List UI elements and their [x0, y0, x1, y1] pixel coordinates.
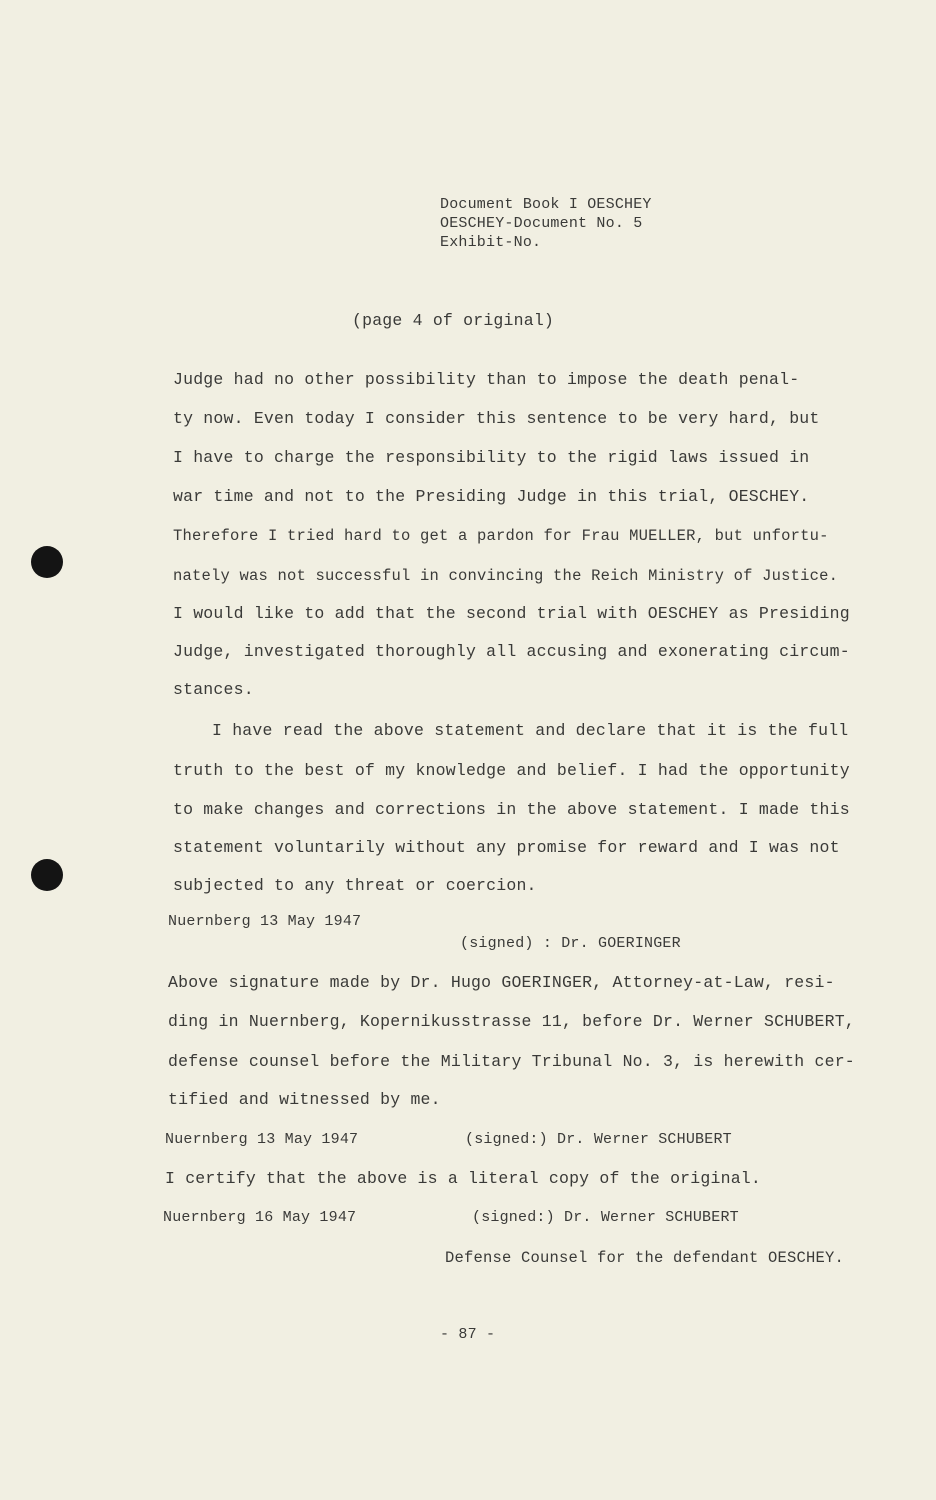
certification-line: defense counsel before the Military Tribunal No. 3, is herewith cer- — [168, 1052, 855, 1071]
signature3-signed: (signed:) Dr. Werner SCHUBERT — [472, 1209, 739, 1226]
page-note: (page 4 of original) — [352, 311, 555, 330]
body-line: I have read the above statement and declare that it is the full — [212, 721, 849, 740]
body-line: Judge had no other possibility than to impose the death penal- — [173, 370, 800, 389]
body-line: I have to charge the responsibility to the rigid laws issued in — [173, 448, 810, 467]
header-document-no: OESCHEY-Document No. 5 — [440, 215, 643, 232]
signature2-place-date: Nuernberg 13 May 1947 — [165, 1131, 359, 1148]
punch-hole — [31, 859, 63, 891]
body-line: stances. — [173, 680, 254, 699]
body-line: ty now. Even today I consider this sentence to be very hard, but — [173, 409, 820, 428]
page-number: - 87 - — [440, 1326, 496, 1343]
copy-statement: I certify that the above is a literal copy of the original. — [165, 1169, 761, 1188]
body-line: to make changes and corrections in the above statement. I made this — [173, 800, 850, 819]
body-line: war time and not to the Presiding Judge in this trial, OESCHEY. — [173, 487, 810, 506]
certification-line: tified and witnessed by me. — [168, 1090, 441, 1109]
certification-line: Above signature made by Dr. Hugo GOERINGER, Attorney-at-Law, resi- — [168, 973, 835, 992]
body-line: Judge, investigated thoroughly all accusing and exonerating circum- — [173, 642, 850, 661]
body-line: Therefore I tried hard to get a pardon for Frau MUELLER, but unfortu- — [173, 527, 829, 545]
header-exhibit-no: Exhibit-No. — [440, 234, 542, 251]
certification-line: ding in Nuernberg, Kopernikusstrasse 11, before Dr. Werner SCHUBERT, — [168, 1012, 855, 1031]
punch-hole — [31, 546, 63, 578]
header-document-book: Document Book I OESCHEY — [440, 196, 652, 213]
body-line: I would like to add that the second trial with OESCHEY as Presiding — [173, 604, 850, 623]
signature3-place-date: Nuernberg 16 May 1947 — [163, 1209, 357, 1226]
body-line: subjected to any threat or coercion. — [173, 876, 537, 895]
signature2-signed: (signed:) Dr. Werner SCHUBERT — [465, 1131, 732, 1148]
body-line: nately was not successful in convincing the Reich Ministry of Justice. — [173, 567, 839, 585]
signature1-signed: (signed) : Dr. GOERINGER — [460, 935, 681, 952]
body-line: statement voluntarily without any promise for reward and I was not — [173, 838, 840, 857]
signature3-title: Defense Counsel for the defendant OESCHEY. — [445, 1249, 845, 1267]
body-line: truth to the best of my knowledge and belief. I had the opportunity — [173, 761, 850, 780]
signature1-place-date: Nuernberg 13 May 1947 — [168, 913, 362, 930]
